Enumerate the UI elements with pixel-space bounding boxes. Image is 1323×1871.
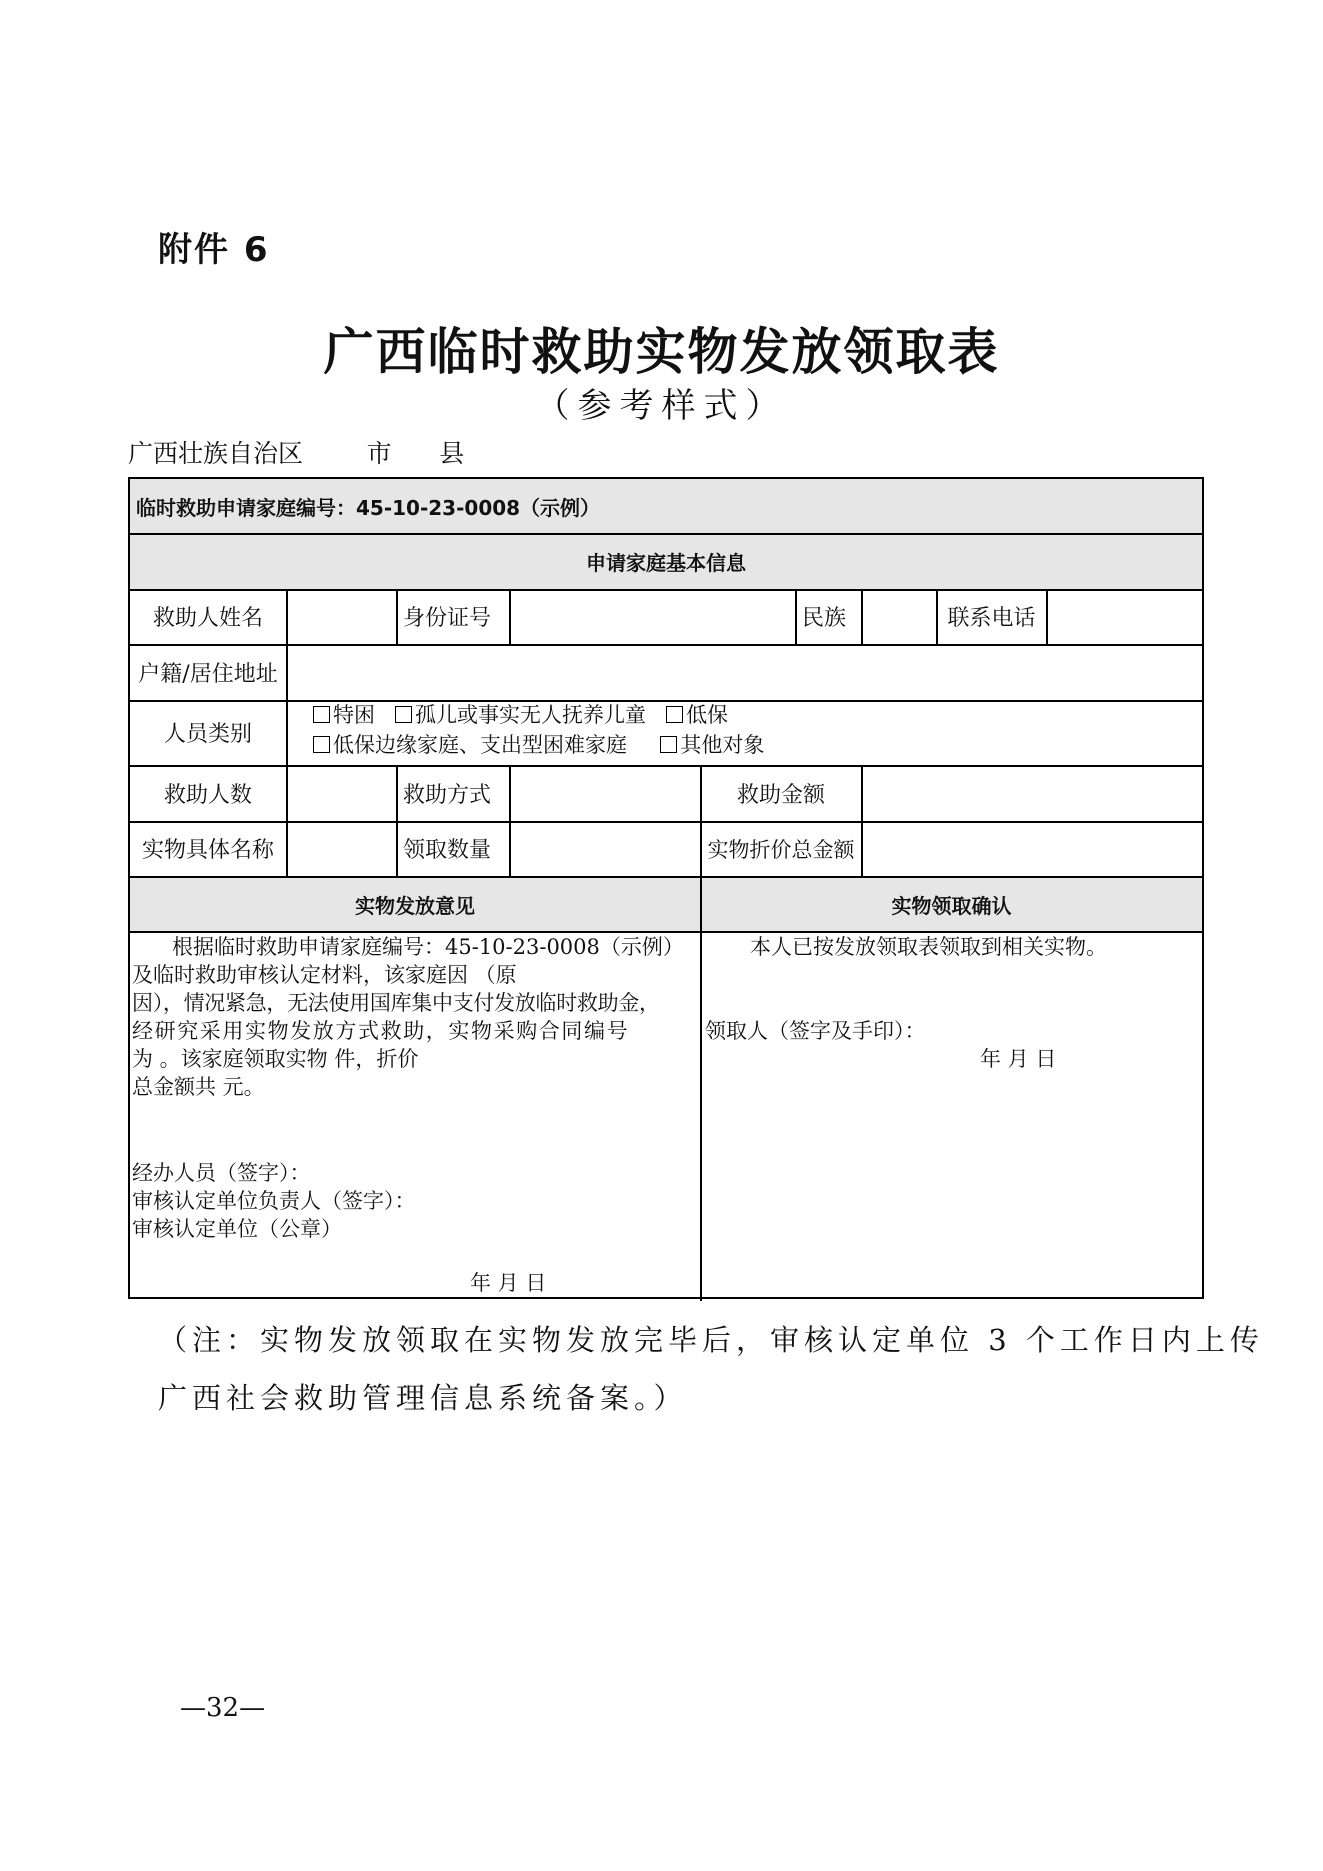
opinion-header: 实物发放意见 <box>355 893 475 918</box>
page-title: 广西临时救助实物发放领取表 <box>323 322 1000 381</box>
family-no-line: 临时救助申请家庭编号：45-10-23-0008（示例） <box>136 495 601 520</box>
opinion-line-6: 总金额共 元。 <box>132 1075 265 1099</box>
basic-info-header: 申请家庭基本信息 <box>586 551 746 575</box>
opinion-line-3: 因），情况紧急，无法使用国库集中支付发放临时救助金， <box>132 991 660 1015</box>
note-line-2: 广西社会救助管理信息系统备案。） <box>158 1381 688 1415</box>
field-method[interactable] <box>510 765 700 821</box>
option-dibao: 低保 <box>686 703 729 727</box>
field-total-value[interactable] <box>862 821 1202 876</box>
option-tekun: 特困 <box>333 703 375 727</box>
label-item-name: 实物具体名称 <box>141 838 274 863</box>
field-id-no[interactable] <box>510 589 795 644</box>
checkbox-orphan[interactable] <box>395 706 412 723</box>
region-line: 广西壮族自治区 市 县 <box>128 439 465 468</box>
opinion-line-4: 经研究采用实物发放方式救助，实物采购合同编号 <box>132 1019 630 1043</box>
label-quantity: 领取数量 <box>403 838 492 863</box>
field-amount[interactable] <box>862 765 1202 821</box>
opinion-line-2: 及临时救助审核认定材料，该家庭因 （原 <box>132 963 517 987</box>
confirm-header: 实物领取确认 <box>891 893 1012 918</box>
category-row-2 <box>313 731 764 759</box>
label-address: 户籍/居住地址 <box>138 661 278 687</box>
leader-signature: 审核认定单位负责人（签字）： <box>132 1189 416 1213</box>
option-orphan: 孤儿或事实无人抚养儿童 <box>415 703 647 727</box>
page-number: —32— <box>180 1693 266 1723</box>
field-count[interactable] <box>287 765 396 821</box>
field-address[interactable] <box>287 644 1202 700</box>
note-line-1: （注：实物发放领取在实物发放完毕后，审核认定单位 3 个工作日内上传 <box>158 1323 1264 1357</box>
label-phone: 联系电话 <box>947 606 1036 631</box>
checkbox-tekun[interactable] <box>313 706 330 723</box>
field-item-name[interactable] <box>287 821 396 876</box>
label-id-no: 身份证号 <box>403 606 492 631</box>
option-edge: 低保边缘家庭、支出型困难家庭 <box>333 733 627 757</box>
distribution-form <box>128 477 1204 1299</box>
unit-seal: 审核认定单位（公章） <box>132 1217 342 1241</box>
label-ethnicity: 民族 <box>802 606 847 631</box>
field-name[interactable] <box>287 589 396 644</box>
checkbox-dibao[interactable] <box>666 706 683 723</box>
opinion-line-1: 根据临时救助申请家庭编号：45-10-23-0008（示例） <box>172 935 684 959</box>
label-count: 救助人数 <box>163 782 252 808</box>
attachment-label: 附件 6 <box>158 230 270 270</box>
label-method: 救助方式 <box>403 782 492 808</box>
option-other: 其他对象 <box>680 733 765 757</box>
field-phone[interactable] <box>1047 589 1202 644</box>
opinion-line-5: 为 。该家庭领取实物 件，折价 <box>132 1047 419 1071</box>
label-name: 救助人姓名 <box>152 606 263 631</box>
label-total-value: 实物折价总金额 <box>707 837 855 862</box>
page-subtitle: （参考样式） <box>535 386 788 426</box>
receiver-signature: 领取人（签字及手印）： <box>705 1019 926 1043</box>
checkbox-edge[interactable] <box>313 736 330 753</box>
confirm-date: 年 月 日 <box>980 1047 1057 1071</box>
opinion-date: 年 月 日 <box>470 1271 547 1295</box>
label-amount: 救助金额 <box>736 782 825 808</box>
field-quantity[interactable] <box>510 821 700 876</box>
field-ethnicity[interactable] <box>862 589 936 644</box>
confirm-line-1: 本人已按发放领取表领取到相关实物。 <box>750 935 1107 959</box>
checkbox-other[interactable] <box>660 736 677 753</box>
handler-signature: 经办人员（签字）： <box>132 1161 311 1185</box>
category-row-1 <box>313 701 728 729</box>
label-category: 人员类别 <box>163 722 252 747</box>
